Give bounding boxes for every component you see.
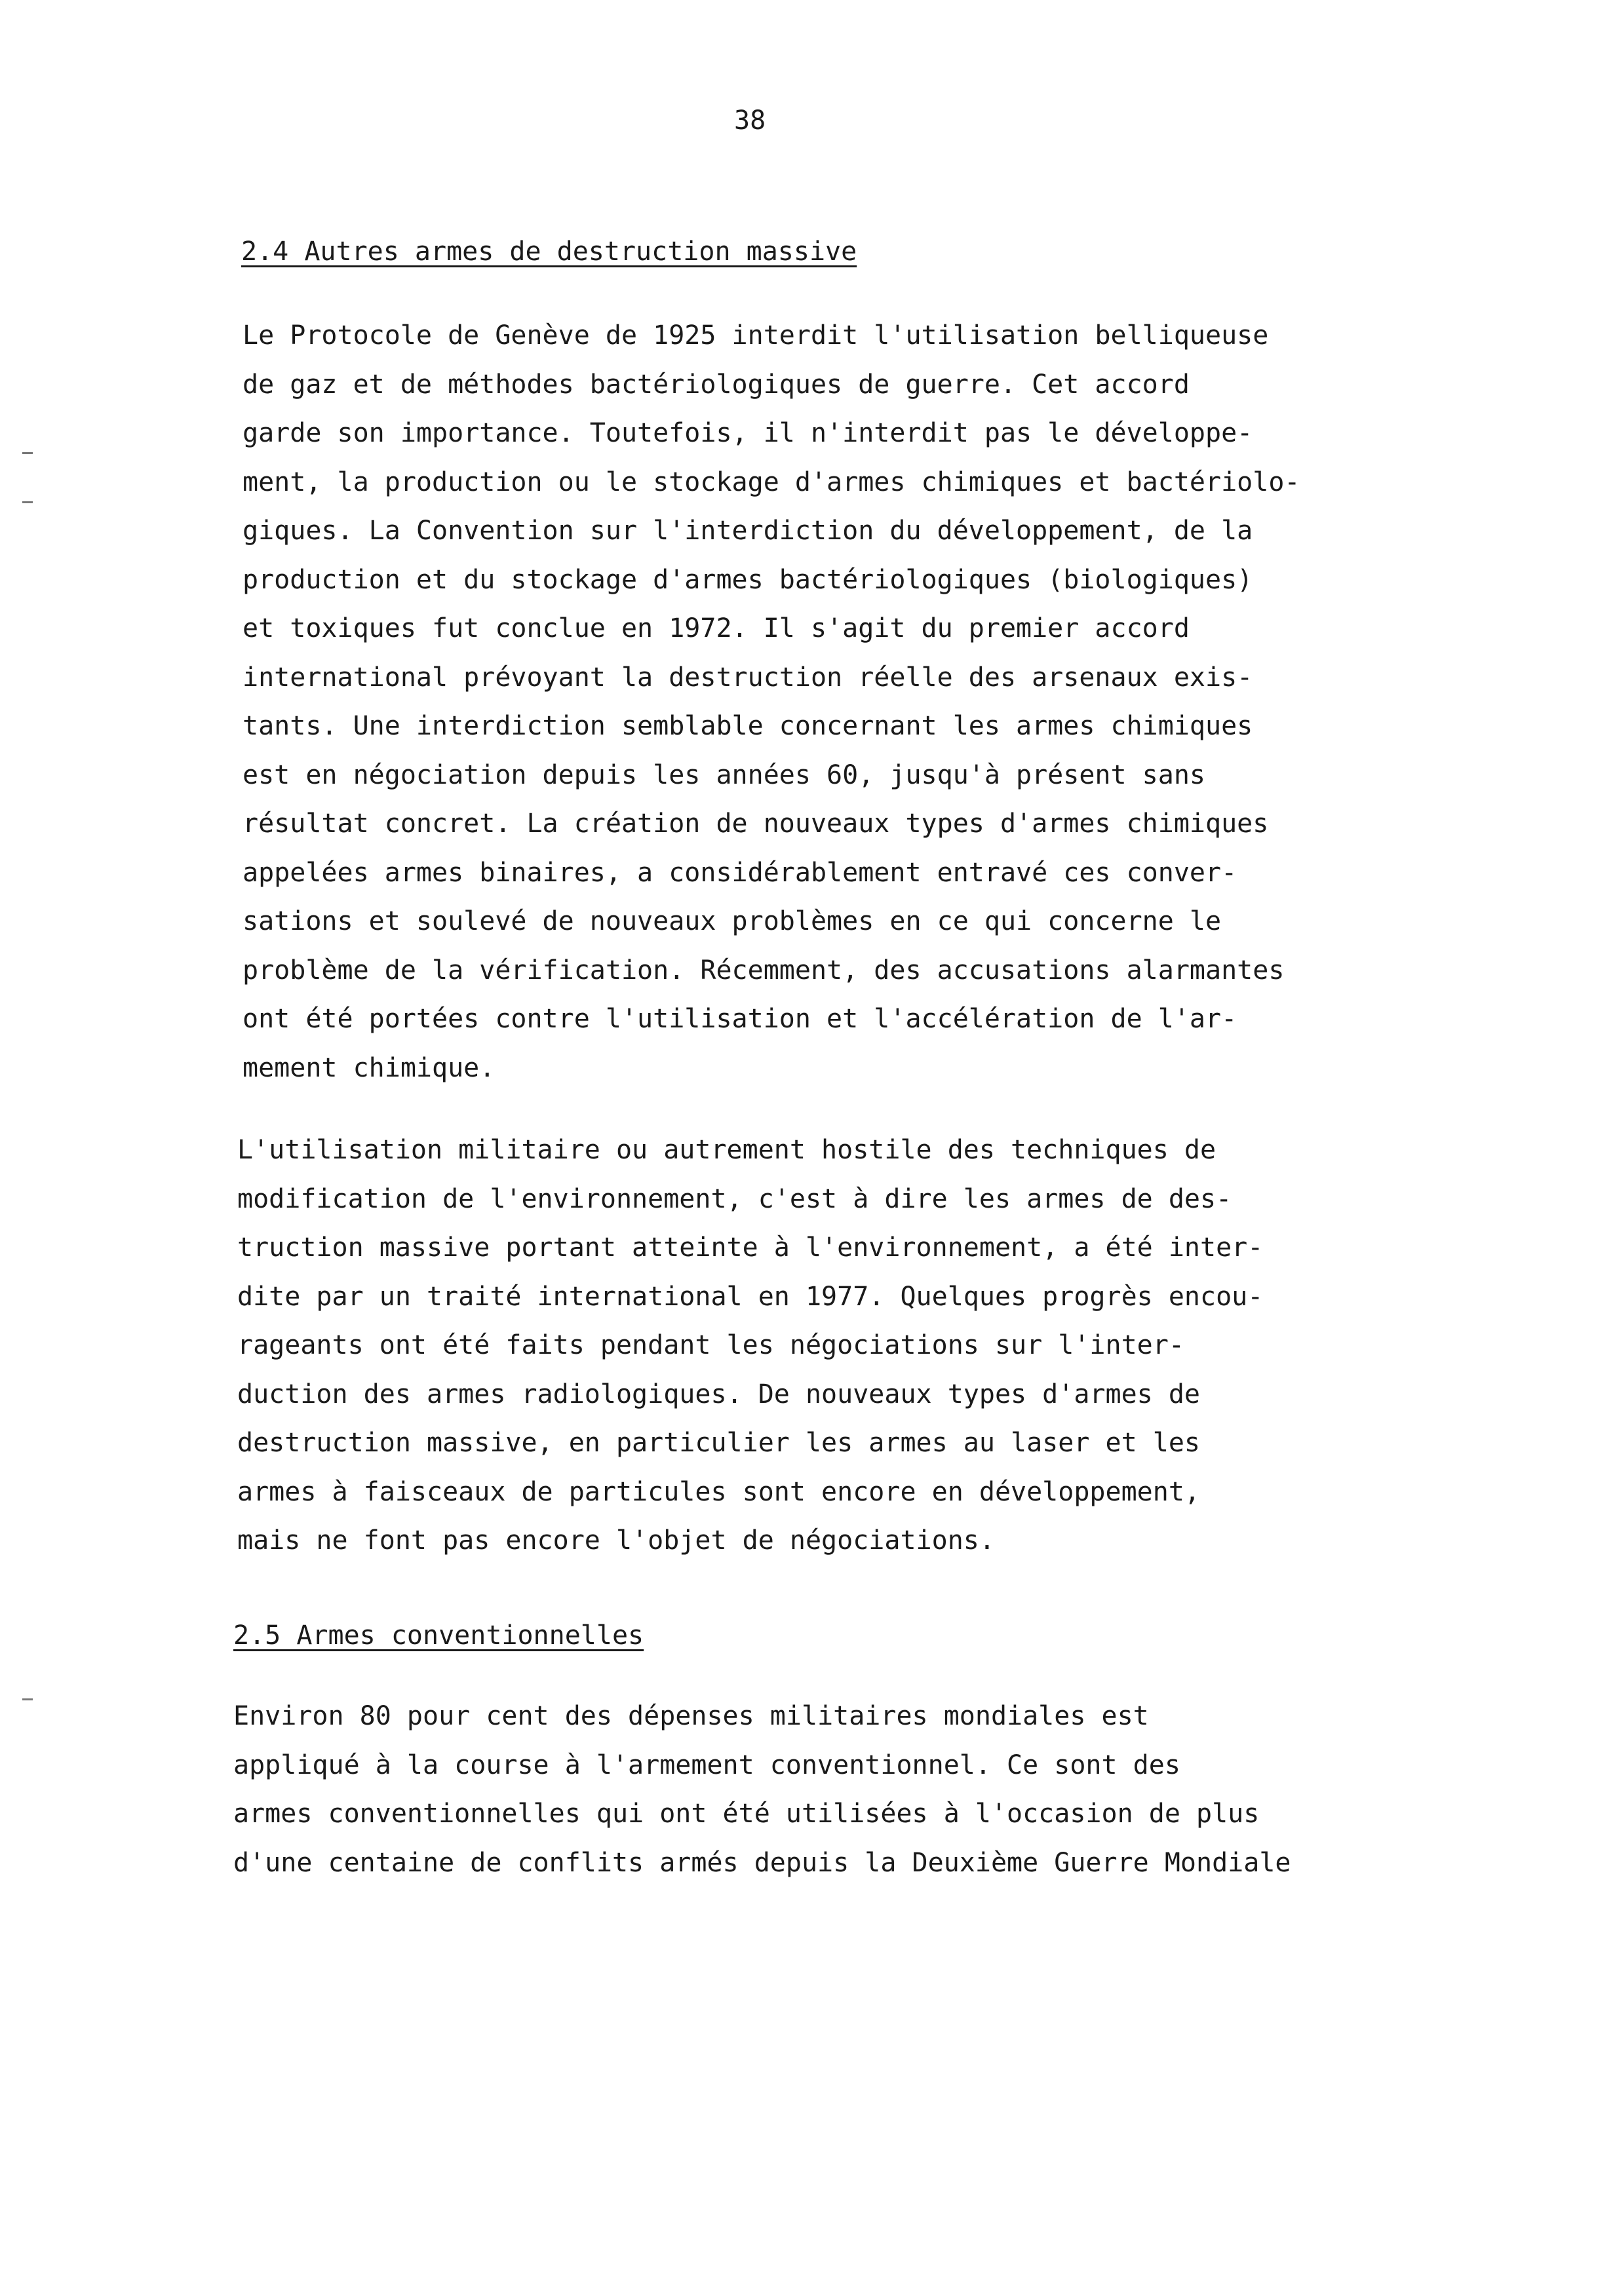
margin-mark [22, 1698, 33, 1700]
text-line: dite par un traité international en 1977. Quelques progrès encou- [237, 1281, 1264, 1312]
text-line: giques. La Convention sur l'interdiction du développement, de la [243, 516, 1253, 546]
margin-mark [22, 452, 33, 454]
text-line: ont été portées contre l'utilisation et l'accélération de l'ar- [243, 1004, 1237, 1034]
text-line: L'utilisation militaire ou autrement hostile des techniques de [237, 1135, 1216, 1165]
text-line: et toxiques fut conclue en 1972. Il s'agit du premier accord [243, 613, 1190, 643]
text-line: modification de l'environnement, c'est à dire les armes de des- [237, 1183, 1232, 1214]
text-line: est en négociation depuis les années 60, jusqu'à présent sans [243, 759, 1206, 790]
text-line: rageants ont été faits pendant les négociations sur l'inter- [237, 1330, 1184, 1360]
text-line: appelées armes binaires, a considérablement entravé ces conver- [243, 857, 1237, 888]
paragraph-conventional-weapons [233, 1692, 1291, 1887]
text-line: Environ 80 pour cent des dépenses militaires mondiales est [233, 1701, 1149, 1731]
text-line: garde son importance. Toutefois, il n'interdit pas le développe- [243, 418, 1253, 448]
text-line: armes à faisceaux de particules sont encore en développement, [237, 1476, 1201, 1507]
text-line: résultat concret. La création de nouveaux types d'armes chimiques [243, 809, 1269, 839]
text-line: armes conventionnelles qui ont été utilisées à l'occasion de plus [233, 1799, 1260, 1829]
text-line: d'une centaine de conflits armés depuis la Deuxième Guerre Mondiale [233, 1847, 1291, 1878]
text-line: problème de la vérification. Récemment, des accusations alarmantes [243, 955, 1285, 985]
text-line: duction des armes radiologiques. De nouveaux types d'armes de [237, 1379, 1201, 1409]
text-line: ment, la production ou le stockage d'armes chimiques et bactériolo- [243, 467, 1300, 497]
page-number: 38 [734, 105, 766, 136]
text-line: destruction massive, en particulier les armes au laser et les [237, 1428, 1201, 1458]
text-line: truction massive portant atteinte à l'environnement, a été inter- [237, 1233, 1264, 1263]
text-line: international prévoyant la destruction réelle des arsenaux exis- [243, 662, 1253, 693]
section-heading-2-5: 2.5 Armes conventionnelles [233, 1620, 644, 1651]
text-line: sations et soulevé de nouveaux problèmes en ce qui concerne le [243, 906, 1222, 936]
text-line: mais ne font pas encore l'objet de négociations. [237, 1525, 995, 1556]
paragraph-chemical-bacteriological-weapons [243, 311, 1300, 1092]
text-line: production et du stockage d'armes bactériologiques (biologiques) [243, 564, 1253, 595]
text-line: mement chimique. [243, 1052, 496, 1083]
text-line: appliqué à la course à l'armement conventionnel. Ce sont des [233, 1750, 1180, 1780]
margin-mark [22, 501, 33, 503]
text-line: Le Protocole de Genève de 1925 interdit l'utilisation belliqueuse [243, 320, 1269, 351]
text-line: tants. Une interdiction semblable concernant les armes chimiques [243, 711, 1253, 741]
text-line: de gaz et de méthodes bactériologiques de guerre. Cet accord [243, 369, 1190, 400]
section-heading-2-4: 2.4 Autres armes de destruction massive [241, 237, 857, 267]
paragraph-environmental-weapons [237, 1126, 1263, 1565]
